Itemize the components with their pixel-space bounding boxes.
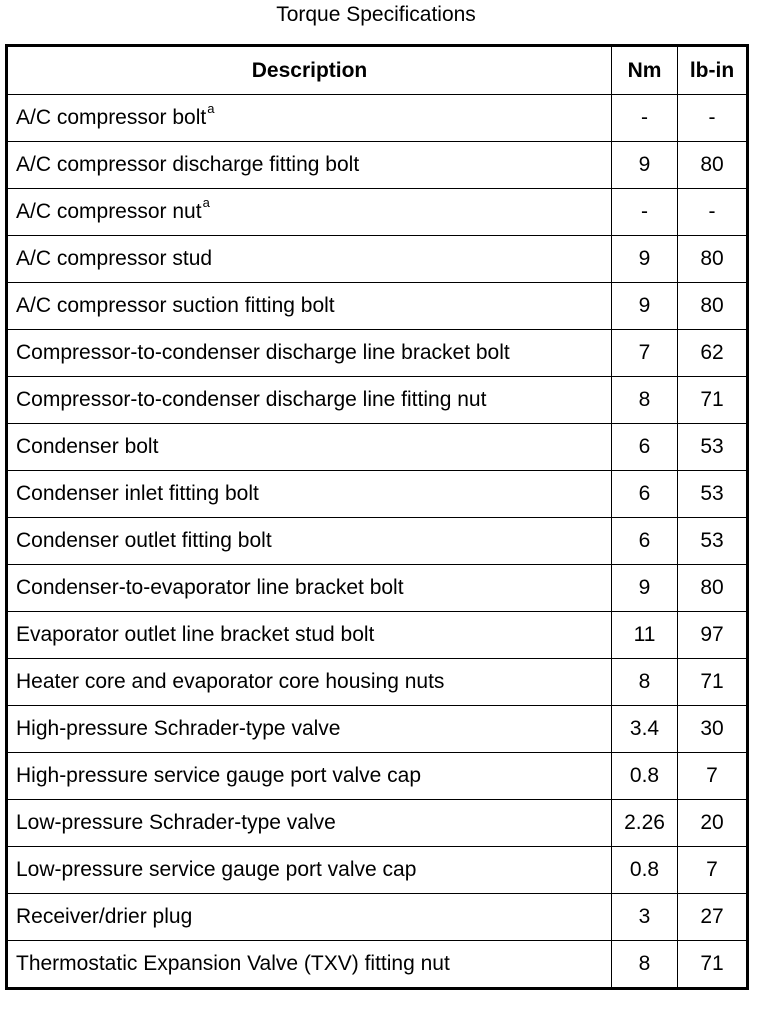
lb-in-value-cell: 71 — [678, 377, 748, 424]
description-cell — [7, 518, 612, 565]
nm-value-cell: 9 — [612, 236, 678, 283]
nm-value-cell: 3.4 — [612, 706, 678, 753]
nm-value-cell: 8 — [612, 941, 678, 989]
description-text: Compressor-to-condenser discharge line bracket bolt — [16, 341, 510, 364]
description-text: Condenser inlet fitting bolt — [16, 482, 259, 505]
table-row — [7, 706, 748, 753]
nm-value-cell: - — [612, 189, 678, 236]
description-cell — [7, 142, 612, 189]
description-text: High-pressure service gauge port valve cap — [16, 764, 422, 787]
description-cell — [7, 471, 612, 518]
description-cell — [7, 659, 612, 706]
lb-in-value-cell: 62 — [678, 330, 748, 377]
description-text: A/C compressor discharge fitting bolt — [16, 153, 360, 176]
nm-value-cell: 9 — [612, 565, 678, 612]
description-text: High-pressure Schrader-type valve — [16, 717, 341, 740]
lb-in-value-cell: 80 — [678, 565, 748, 612]
description-text: Low-pressure service gauge port valve cap — [16, 858, 417, 881]
description-text: Evaporator outlet line bracket stud bolt — [16, 623, 375, 646]
table-row — [7, 424, 748, 471]
table-row — [7, 471, 748, 518]
torque-spec-table — [5, 44, 749, 990]
nm-value-cell: 8 — [612, 659, 678, 706]
description-text: Thermostatic Expansion Valve (TXV) fitting nut — [16, 952, 450, 975]
table-row — [7, 847, 748, 894]
nm-value-cell: 9 — [612, 283, 678, 330]
table-row — [7, 518, 748, 565]
description-text: A/C compressor nut — [16, 200, 202, 223]
lb-in-value-cell: 71 — [678, 659, 748, 706]
description-text: Low-pressure Schrader-type valve — [16, 811, 336, 834]
table-row — [7, 941, 748, 989]
description-cell — [7, 612, 612, 659]
table-row — [7, 377, 748, 424]
page-title: Torque Specifications — [276, 3, 476, 26]
nm-value-cell: - — [612, 95, 678, 142]
table-row — [7, 565, 748, 612]
description-cell — [7, 894, 612, 941]
lb-in-value-cell: 27 — [678, 894, 748, 941]
nm-value-cell: 8 — [612, 377, 678, 424]
description-text: A/C compressor suction fitting bolt — [16, 294, 335, 317]
lb-in-value-cell: - — [678, 95, 748, 142]
lb-in-value-cell: 97 — [678, 612, 748, 659]
lb-in-value-cell: - — [678, 189, 748, 236]
nm-value-cell: 2.26 — [612, 800, 678, 847]
lb-in-value-cell: 53 — [678, 471, 748, 518]
nm-value-cell: 6 — [612, 424, 678, 471]
nm-value-cell: 7 — [612, 330, 678, 377]
lb-in-value-cell: 20 — [678, 800, 748, 847]
nm-value-cell: 3 — [612, 894, 678, 941]
nm-value-cell: 0.8 — [612, 753, 678, 800]
description-text: A/C compressor stud — [16, 247, 213, 270]
description-text: Heater core and evaporator core housing nuts — [16, 670, 445, 693]
lb-in-value-cell: 53 — [678, 424, 748, 471]
description-cell — [7, 706, 612, 753]
table-row — [7, 659, 748, 706]
table-row — [7, 95, 748, 142]
description-cell — [7, 753, 612, 800]
lb-in-value-cell: 53 — [678, 518, 748, 565]
table-row — [7, 142, 748, 189]
footnote-marker: a — [202, 195, 210, 210]
lb-in-value-cell: 7 — [678, 847, 748, 894]
table-row — [7, 283, 748, 330]
description-cell — [7, 330, 612, 377]
table-row — [7, 753, 748, 800]
column-header-nm: Nm — [612, 46, 678, 95]
nm-value-cell: 11 — [612, 612, 678, 659]
description-cell — [7, 941, 612, 989]
description-cell — [7, 424, 612, 471]
description-cell — [7, 283, 612, 330]
description-cell — [7, 800, 612, 847]
description-cell — [7, 189, 612, 236]
lb-in-value-cell: 30 — [678, 706, 748, 753]
description-text: Condenser-to-evaporator line bracket bolt — [16, 576, 404, 599]
description-text: Receiver/drier plug — [16, 905, 193, 928]
table-body — [7, 95, 748, 989]
description-cell — [7, 236, 612, 283]
description-cell — [7, 95, 612, 142]
column-header-lb-in: lb-in — [678, 46, 748, 95]
lb-in-value-cell: 80 — [678, 283, 748, 330]
table-row — [7, 894, 748, 941]
description-cell — [7, 377, 612, 424]
table-row — [7, 800, 748, 847]
table-header-row — [7, 46, 748, 95]
description-text: Compressor-to-condenser discharge line fitting nut — [16, 388, 487, 411]
column-header-description: Description — [7, 46, 612, 95]
nm-value-cell: 6 — [612, 518, 678, 565]
table-row — [7, 236, 748, 283]
description-cell — [7, 565, 612, 612]
nm-value-cell: 0.8 — [612, 847, 678, 894]
table-row — [7, 189, 748, 236]
table-row — [7, 612, 748, 659]
table-row — [7, 330, 748, 377]
lb-in-value-cell: 80 — [678, 236, 748, 283]
nm-value-cell: 9 — [612, 142, 678, 189]
description-cell — [7, 847, 612, 894]
description-text: A/C compressor bolt — [16, 106, 207, 129]
footnote-marker: a — [207, 101, 215, 116]
lb-in-value-cell: 7 — [678, 753, 748, 800]
nm-value-cell: 6 — [612, 471, 678, 518]
lb-in-value-cell: 80 — [678, 142, 748, 189]
description-text: Condenser outlet fitting bolt — [16, 529, 272, 552]
description-text: Condenser bolt — [16, 435, 159, 458]
lb-in-value-cell: 71 — [678, 941, 748, 989]
